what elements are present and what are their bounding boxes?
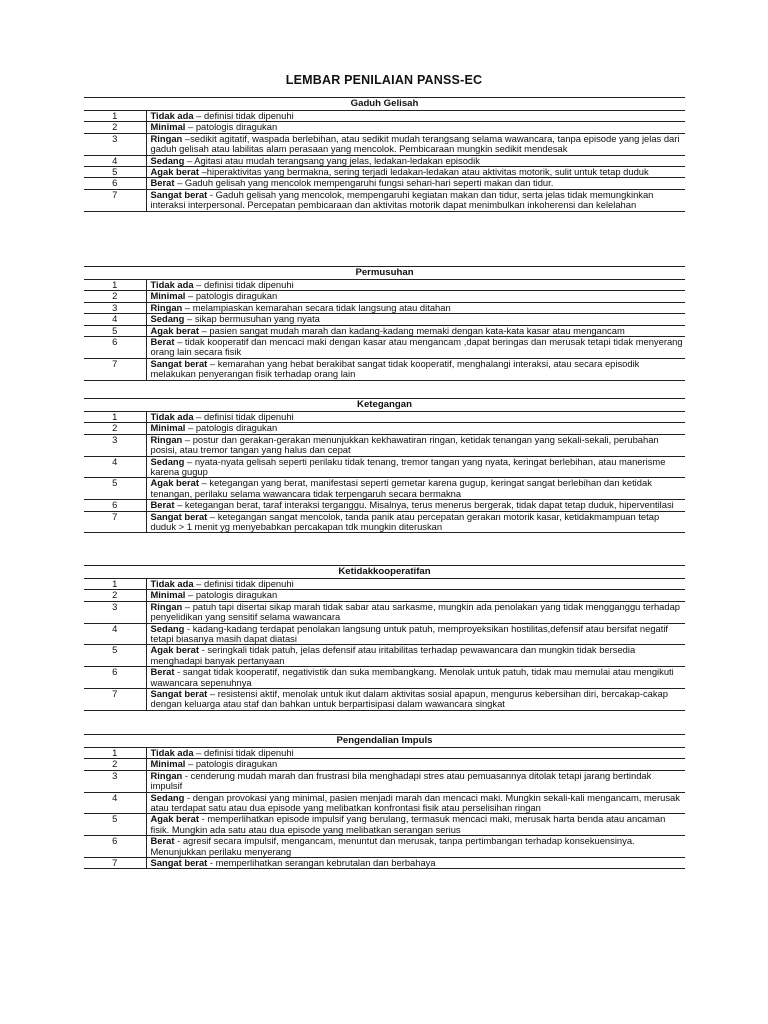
severity-level: Agak berat — [150, 813, 199, 825]
score-description — [146, 601, 685, 623]
severity-level: Tidak ada — [150, 578, 194, 589]
severity-level: Berat — [150, 499, 175, 511]
table-row — [84, 358, 685, 380]
score-number: 3 — [84, 770, 146, 792]
section-ketegangan — [84, 398, 685, 533]
separator: – — [184, 154, 195, 166]
separator: - — [182, 769, 191, 781]
score-number: 3 — [84, 601, 146, 623]
severity-level: Sangat berat — [150, 857, 208, 869]
rating-table — [84, 97, 685, 212]
score-description — [146, 291, 685, 302]
table-row — [84, 759, 685, 770]
table-row — [84, 167, 685, 178]
section-heading: Gaduh Gelisah — [84, 98, 685, 111]
criteria-text: cenderung mudah marah dan frustrasi bila menghadapi stres atau pemuasannya ditolak tetapi jarang bertindak impulsif — [150, 769, 652, 792]
criteria-text: definisi tidak dipenuhi — [204, 747, 294, 758]
score-number: 4 — [84, 155, 146, 166]
score-number: 2 — [84, 423, 146, 434]
score-number: 6 — [84, 836, 146, 858]
score-number: 4 — [84, 623, 146, 645]
score-number: 2 — [84, 759, 146, 770]
score-description — [146, 325, 685, 336]
separator: - — [198, 644, 208, 656]
table-row — [84, 133, 685, 155]
severity-level: Sedang — [150, 154, 185, 166]
severity-level: Sangat berat — [150, 188, 208, 200]
criteria-text: dengan provokasi yang minimal, pasien menjadi marah dan mencaci maki. Mungkin sekali-kali mengancam, merusak atau terdapat satu atau dua episode yang melibatkan konfrontasi fisik atau perselisihan ringan — [150, 791, 680, 814]
section-heading: Permusuhan — [84, 267, 685, 280]
table-row — [84, 178, 685, 189]
separator: - — [207, 857, 216, 869]
separator: – — [185, 290, 196, 302]
criteria-text: definisi tidak dipenuhi — [204, 279, 294, 290]
separator: – — [185, 758, 196, 770]
separator: - — [174, 835, 183, 847]
table-row — [84, 858, 685, 869]
criteria-text: melampiaskan kemarahan secara tidak langsung atau ditahan — [192, 301, 451, 313]
score-number: 3 — [84, 434, 146, 456]
score-number: 5 — [84, 325, 146, 336]
criteria-text: pasien sangat mudah marah dan kadang-kadang memaki dengan kata-kata kasar atau mengancam — [209, 324, 625, 336]
score-number: 5 — [84, 814, 146, 836]
separator: – — [182, 301, 193, 313]
separator: – — [193, 747, 205, 758]
criteria-text: sikap bermusuhan yang nyata — [194, 313, 320, 325]
severity-level: Ringan — [150, 433, 183, 445]
criteria-text: patologis diragukan — [195, 290, 278, 302]
severity-level: Minimal — [150, 121, 186, 133]
score-description — [146, 122, 685, 133]
criteria-text: patologis diragukan — [195, 589, 278, 601]
table-row — [84, 623, 685, 645]
severity-level: Ringan — [150, 301, 183, 313]
table-row — [84, 511, 685, 533]
separator: - — [207, 188, 216, 200]
score-description — [146, 155, 685, 166]
separator: – — [174, 336, 185, 348]
section-permusuhan — [84, 266, 685, 381]
score-number: 7 — [84, 858, 146, 869]
criteria-text: seringkali tidak patuh, jelas defensif atau iritabilitas terhadap pewawancara dan mungkin tidak bersedia menghadapi banyak pertanyaan — [150, 644, 636, 666]
severity-level: Agak berat — [150, 644, 199, 656]
severity-level: Minimal — [150, 422, 186, 434]
criteria-text: definisi tidak dipenuhi — [204, 411, 294, 422]
criteria-text: hiperaktivitas yang bermakna, sering terjadi ledakan-ledakan atau aktivitas motorik, sulit untuk tetap duduk — [206, 166, 649, 178]
criteria-text: kemarahan yang hebat berakibat sangat tidak kooperatif, menghalangi interaksi, atau secara episodik melakukan penyerangan fisik terhadap orang lain — [150, 357, 640, 380]
score-number: 2 — [84, 122, 146, 133]
severity-level: Sangat berat — [150, 510, 208, 522]
score-description — [146, 189, 685, 211]
separator: – — [174, 499, 185, 511]
separator: – — [184, 455, 195, 467]
table-row — [84, 579, 685, 590]
score-description — [146, 858, 685, 869]
score-description — [146, 434, 685, 456]
table-row — [84, 770, 685, 792]
score-number: 7 — [84, 358, 146, 380]
score-description — [146, 689, 685, 711]
severity-level: Berat — [150, 835, 175, 847]
criteria-text: Agitasi atau mudah terangsang yang jelas, ledakan-ledakan episodik — [194, 154, 480, 166]
section-ketidakkooperatifan — [84, 565, 685, 711]
severity-level: Minimal — [150, 758, 186, 770]
score-description — [146, 511, 685, 533]
separator: – — [185, 422, 196, 434]
score-description — [146, 456, 685, 478]
score-description — [146, 590, 685, 601]
separator: – — [193, 411, 205, 422]
score-description — [146, 133, 685, 155]
score-number: 1 — [84, 579, 146, 590]
criteria-text: kadang-kadang terdapat penolakan langsung untuk patuh, memproyeksikan hostilitas,defensif atau bersifat negatif tetapi biasanya masih dapat diatasi — [150, 622, 669, 645]
table-row — [84, 748, 685, 759]
criteria-text: sedikit agitatif, waspada berlebihan, atau sedikit mudah terangsang selama wawancara, tanpa episode yang jelas dari gaduh gelisah atau labilitas alam perasaan yang mencolok. Pembicaraan mungkin sedikit mendesak — [150, 132, 680, 155]
score-number: 5 — [84, 478, 146, 500]
criteria-text: memperlihatkan serangan kebrutalan dan berbahaya — [215, 857, 436, 869]
severity-level: Agak berat — [150, 324, 199, 336]
separator: – — [193, 279, 205, 290]
separator: – — [207, 510, 218, 522]
table-row — [84, 590, 685, 601]
severity-level: Berat — [150, 177, 175, 189]
separator: – — [198, 477, 210, 489]
rating-table — [84, 734, 685, 869]
rating-table — [84, 565, 685, 711]
table-row — [84, 111, 685, 122]
separator: – — [185, 121, 196, 133]
score-description — [146, 579, 685, 590]
criteria-text: patologis diragukan — [195, 758, 278, 770]
table-row — [84, 836, 685, 858]
separator: – — [198, 324, 210, 336]
criteria-text: ketegangan sangat mencolok, tanda panik atau percepatan gerakan motorik kasar, ketidakmampuan tetap duduk > 1 menit yg menyebabkan percakapan tdk mungkin diteruskan — [150, 510, 660, 533]
severity-level: Ringan — [150, 132, 183, 144]
score-number: 3 — [84, 133, 146, 155]
severity-level: Sedang — [150, 791, 185, 803]
score-description — [146, 280, 685, 291]
table-row — [84, 689, 685, 711]
score-description — [146, 314, 685, 325]
score-number: 1 — [84, 748, 146, 759]
score-description — [146, 667, 685, 689]
document-title: LEMBAR PENILAIAN PANSS-EC — [285, 73, 483, 87]
table-row — [84, 601, 685, 623]
score-number: 4 — [84, 792, 146, 814]
separator: – — [207, 688, 218, 700]
score-number: 1 — [84, 280, 146, 291]
section-pengendalian-impuls — [84, 734, 685, 869]
criteria-text: tidak kooperatif dan mencaci maki dengan kasar atau mengancam ,dapat beringas dan merusak tetapi tidak menyerang orang lain secara fisik — [150, 336, 683, 358]
score-description — [146, 645, 685, 667]
table-row — [84, 291, 685, 302]
rating-table — [84, 398, 685, 533]
severity-level: Tidak ada — [150, 411, 194, 422]
table-row — [84, 280, 685, 291]
severity-level: Ringan — [150, 600, 183, 612]
table-row — [84, 189, 685, 211]
score-number: 6 — [84, 500, 146, 511]
score-description — [146, 500, 685, 511]
separator: – — [207, 357, 218, 369]
score-number: 6 — [84, 667, 146, 689]
score-description — [146, 478, 685, 500]
score-number: 6 — [84, 178, 146, 189]
score-description — [146, 623, 685, 645]
table-row — [84, 667, 685, 689]
score-description — [146, 759, 685, 770]
severity-level: Agak berat — [150, 477, 199, 489]
score-number: 7 — [84, 689, 146, 711]
table-row — [84, 314, 685, 325]
criteria-text: postur dan gerakan-gerakan menunjukkan kekhawatiran ringan, ketidak tenangan yang sekali-sekali, perubahan posisi, atau tremor tangan yang halus dan cepat — [150, 433, 659, 456]
score-description — [146, 770, 685, 792]
criteria-text: sangat tidak kooperatif, negativistik dan suka membangkang. Menolak untuk patuh, tidak mau memulai atau mengikuti wawancara sepenuhnya — [150, 666, 674, 688]
criteria-text: resistensi aktif, menolak untuk ikut dalam aktivitas sosial apapun, mengurus kebersihan diri, bercakap-cakap dengan keluarga atau staf dan bahkan untuk berpartisipasi dalam wawancara singkat — [150, 688, 668, 710]
separator: – — [174, 177, 185, 189]
score-number: 7 — [84, 189, 146, 211]
criteria-text: definisi tidak dipenuhi — [204, 578, 294, 589]
table-row — [84, 337, 685, 359]
severity-level: Minimal — [150, 589, 186, 601]
score-number: 5 — [84, 167, 146, 178]
score-description — [146, 412, 685, 423]
separator: - — [184, 791, 193, 803]
criteria-text: nyata-nyata gelisah seperti perilaku tidak tenang, tremor tangan yang nyata, keringat berlebihan, atau manerisme karena gugup — [150, 455, 666, 478]
section-heading: Ketidakkooperatifan — [84, 566, 685, 579]
section-heading: Pengendalian Impuls — [84, 735, 685, 748]
severity-level: Ringan — [150, 769, 183, 781]
table-row — [84, 302, 685, 313]
score-description — [146, 792, 685, 814]
separator: – — [182, 132, 191, 144]
score-description — [146, 814, 685, 836]
score-description — [146, 337, 685, 359]
score-number: 1 — [84, 111, 146, 122]
separator: - — [198, 813, 208, 825]
severity-level: Minimal — [150, 290, 186, 302]
score-description — [146, 111, 685, 122]
score-number: 6 — [84, 337, 146, 359]
score-description — [146, 836, 685, 858]
score-description — [146, 748, 685, 759]
severity-level: Tidak ada — [150, 279, 194, 290]
separator: - — [184, 622, 193, 634]
separator: - — [174, 666, 183, 678]
criteria-text: Gaduh gelisah yang mencolok mempengaruhi fungsi sehari-hari seperti makan dan tidur. — [184, 177, 554, 189]
criteria-text: ketegangan yang berat, manifestasi seperti gemetar karena gugup, keringat sangat berlebihan dan ketidak tenangan, perilaku selama wawancara tidak terpengaruh secara bermakna — [150, 477, 652, 499]
rating-table — [84, 266, 685, 381]
score-number: 4 — [84, 456, 146, 478]
score-number: 1 — [84, 412, 146, 423]
severity-level: Berat — [150, 336, 175, 348]
section-gaduh-gelisah — [84, 97, 685, 212]
table-row — [84, 412, 685, 423]
score-number: 4 — [84, 314, 146, 325]
severity-level: Sangat berat — [150, 688, 208, 700]
score-description — [146, 358, 685, 380]
severity-level: Sedang — [150, 313, 185, 325]
separator: – — [185, 589, 196, 601]
table-row — [84, 478, 685, 500]
separator: – — [184, 313, 195, 325]
table-row — [84, 423, 685, 434]
criteria-text: patologis diragukan — [195, 121, 278, 133]
criteria-text: patuh tapi disertai sikap marah tidak sabar atau sarkasme, mungkin ada penolakan yang tidak mengganggu terhadap penyelidikan yang sensitif selama wawancara — [150, 600, 681, 623]
score-number: 2 — [84, 590, 146, 601]
table-row — [84, 814, 685, 836]
severity-level: Berat — [150, 666, 175, 678]
criteria-text: definisi tidak dipenuhi — [204, 110, 294, 121]
severity-level: Agak berat — [150, 166, 199, 178]
score-number: 2 — [84, 291, 146, 302]
score-description — [146, 302, 685, 313]
criteria-text: memperlihatkan episode impulsif yang berulang, termasuk mencaci maki, merusak harta benda atau ancaman fisik. Mungkin ada satu atau dua episode yang melibatkan serangan serius — [150, 813, 666, 835]
criteria-text: agresif secara impulsif, mengancam, menuntut dan merusak, tanpa pertimbangan terhadap konsekuensinya. Menunjukkan perilaku menyerang — [150, 835, 635, 857]
separator: – — [193, 110, 205, 121]
criteria-text: Gaduh gelisah yang mencolok, mempengaruhi kegiatan makan dan tidur, serta jelas tidak memungkinkan interaksi interpersonal. Percepatan pembicaraan dan aktivitas motorik dapat menimbulkan inkoherensi dan kelelahan — [150, 188, 654, 211]
table-row — [84, 645, 685, 667]
table-row — [84, 122, 685, 133]
score-description — [146, 167, 685, 178]
score-description — [146, 423, 685, 434]
criteria-text: ketegangan berat, taraf interaksi terganggu. Misalnya, terus menerus bergerak, tidak dapat tetap duduk, hiperventilasi — [184, 499, 674, 511]
criteria-text: patologis diragukan — [195, 422, 278, 434]
separator: – — [182, 600, 193, 612]
table-row — [84, 434, 685, 456]
severity-level: Tidak ada — [150, 110, 194, 121]
separator: – — [193, 578, 205, 589]
severity-level: Sangat berat — [150, 357, 208, 369]
score-number: 3 — [84, 302, 146, 313]
severity-level: Sedang — [150, 622, 185, 634]
table-row — [84, 792, 685, 814]
separator: – — [198, 166, 207, 178]
score-description — [146, 178, 685, 189]
score-number: 5 — [84, 645, 146, 667]
table-row — [84, 325, 685, 336]
separator: – — [182, 433, 193, 445]
table-row — [84, 456, 685, 478]
severity-level: Tidak ada — [150, 747, 194, 758]
table-row — [84, 155, 685, 166]
severity-level: Sedang — [150, 455, 185, 467]
score-number: 7 — [84, 511, 146, 533]
section-heading: Ketegangan — [84, 399, 685, 412]
table-row — [84, 500, 685, 511]
